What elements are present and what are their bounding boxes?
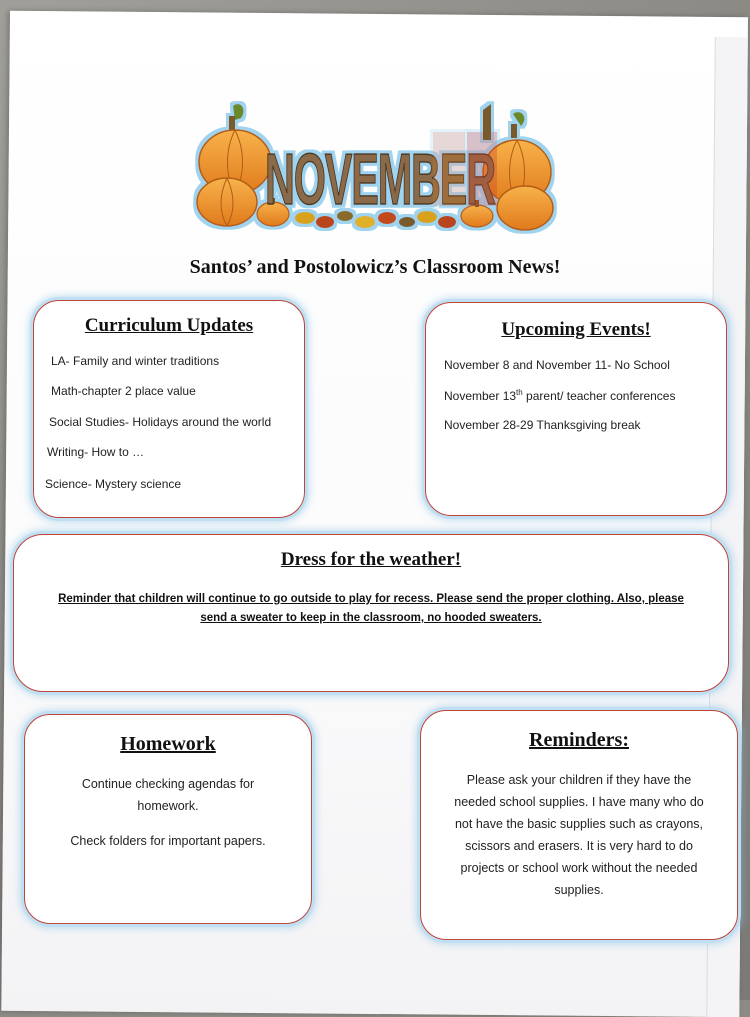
curriculum-box <box>33 300 305 518</box>
weather-line-1: Reminder that children will continue to go outside to play for recess. Please send the proper clothing. Also, please <box>58 593 684 605</box>
homework-line: Check folders for important papers. <box>70 834 266 848</box>
curriculum-item: Writing- How to … <box>47 445 145 459</box>
reminders-text <box>421 769 737 901</box>
weather-box <box>13 534 729 692</box>
reminders-line: needed school supplies. I have many who do <box>454 795 704 809</box>
event-date: November 13 <box>444 389 517 403</box>
weather-line-2: send a sweater to keep in the classroom, no hooded sweaters. <box>200 612 542 624</box>
curriculum-item: Math-chapter 2 place value <box>51 384 196 398</box>
curriculum-item: LA- Family and winter traditions <box>51 354 220 368</box>
curriculum-title: Curriculum Updates <box>84 315 254 336</box>
events-title: Upcoming Events! <box>501 319 651 340</box>
reminders-line: not have the basic supplies such as crayons, <box>454 817 704 831</box>
banner-word: NOVEMBER <box>265 140 496 220</box>
homework-line: Continue checking agendas for <box>81 777 255 791</box>
reminders-line: scissors and erasers. It is very hard to do <box>465 839 693 853</box>
curriculum-item: Science- Mystery science <box>45 477 182 491</box>
curriculum-item: Social Studies- Holidays around the world <box>49 415 272 429</box>
reminders-line: supplies. <box>554 883 604 897</box>
events-box <box>425 302 727 516</box>
reminders-title: Reminders: <box>529 729 629 751</box>
reminders-line: Please ask your children if they have the <box>466 773 692 787</box>
homework-box <box>24 714 312 924</box>
event-desc: parent/ teacher conferences <box>522 389 676 403</box>
event-date-suffix: th <box>516 388 523 397</box>
homework-line: homework. <box>137 799 199 813</box>
event-item: November 8 and November 11- No School <box>444 358 670 372</box>
weather-title: Dress for the weather! <box>280 549 462 570</box>
november-banner <box>195 100 560 235</box>
event-item <box>444 388 675 403</box>
homework-title: Homework <box>120 733 216 755</box>
event-item: November 28-29 Thanksgiving break <box>444 418 641 432</box>
reminders-box <box>420 710 738 940</box>
reminders-line: projects or school work without the needed <box>460 861 698 875</box>
newsletter-title: Santos’ and Postolowicz’s Classroom News! <box>189 256 561 278</box>
